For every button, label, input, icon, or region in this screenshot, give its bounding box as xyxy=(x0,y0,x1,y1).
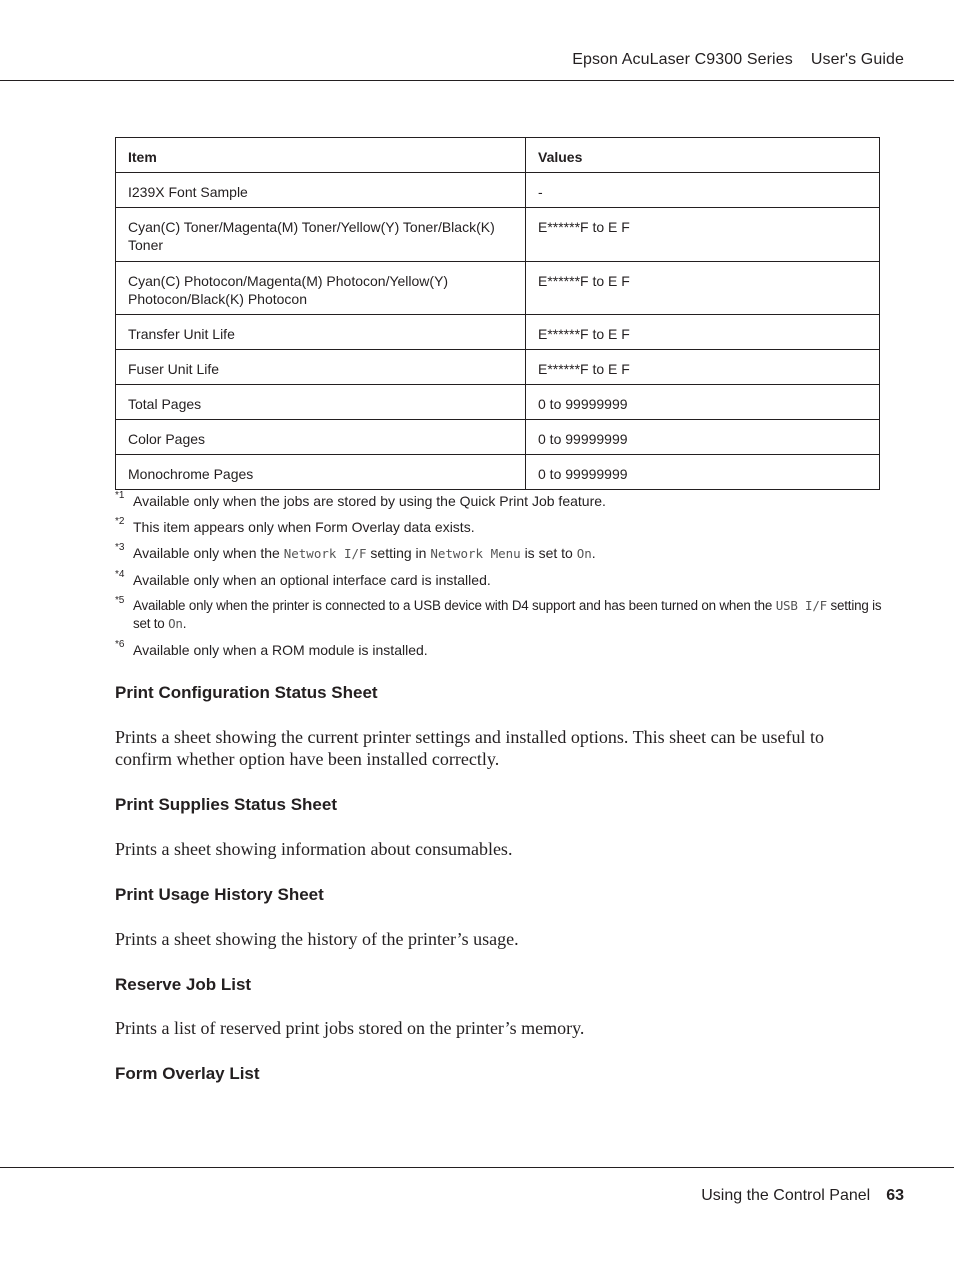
footnote-mark: *1 xyxy=(115,490,125,501)
section-title: Reserve Job List xyxy=(115,975,252,994)
cell-value: E******F to E F xyxy=(526,315,880,350)
footnote-text: This item appears only when Form Overlay data exists. xyxy=(133,519,475,535)
table-row xyxy=(116,350,880,385)
setting-name: USB I/F xyxy=(775,598,827,613)
table-row xyxy=(116,173,880,208)
cell-value: - xyxy=(526,173,880,208)
footnote-text: . xyxy=(591,545,596,561)
table-row xyxy=(116,420,880,455)
cell-item: Monochrome Pages xyxy=(116,455,526,490)
cell-value: E******F to E F xyxy=(526,350,880,385)
footnote-3 xyxy=(115,544,885,563)
header-item: Item xyxy=(116,138,526,173)
table-header-row xyxy=(116,138,880,173)
table-row xyxy=(116,208,880,262)
footnote-text: Available only when the jobs are stored by using the Quick Print Job feature. xyxy=(133,493,606,509)
cell-item: Cyan(C) Toner/Magenta(M) Toner/Yellow(Y) Toner/Black(K) Toner xyxy=(116,208,526,262)
cell-item: Fuser Unit Life xyxy=(116,350,526,385)
section-body: Prints a sheet showing information about consumables. xyxy=(115,839,513,859)
cell-value: E******F to E F xyxy=(526,208,880,262)
setting-name: Network I/F xyxy=(283,546,367,561)
footnote-mark: *6 xyxy=(115,639,125,650)
footnote-mark: *2 xyxy=(115,516,125,527)
footnote-text: Available only when a ROM module is installed. xyxy=(133,642,428,658)
cell-value: E******F to E F xyxy=(526,262,880,315)
cell-value: 0 to 99999999 xyxy=(526,385,880,420)
setting-value: On xyxy=(168,616,183,631)
footer-rule xyxy=(0,1167,954,1168)
footnote-text: Available only when an optional interface card is installed. xyxy=(133,572,491,588)
header-product: Epson AcuLaser C9300 Series xyxy=(572,51,793,68)
setting-value: On xyxy=(576,546,592,561)
header-rule xyxy=(0,80,954,81)
footnote-mark: *5 xyxy=(115,595,125,606)
values-table xyxy=(115,137,880,490)
table-row xyxy=(116,455,880,490)
footnote-text: setting is set to xyxy=(133,598,882,631)
menu-name: Network Menu xyxy=(430,546,521,561)
header-values: Values xyxy=(526,138,880,173)
cell-item: Total Pages xyxy=(116,385,526,420)
footnote-4 xyxy=(115,571,885,589)
section-title: Print Configuration Status Sheet xyxy=(115,683,378,702)
table-row xyxy=(116,315,880,350)
footnote-text: Available only when the xyxy=(133,545,280,561)
page-number: 63 xyxy=(886,1187,904,1204)
footer-chapter: Using the Control Panel xyxy=(701,1187,871,1204)
section-body: Prints a sheet showing the history of the printer’s usage. xyxy=(115,929,519,949)
footnote-mark: *4 xyxy=(115,569,125,580)
footnote-mark: *3 xyxy=(115,542,125,553)
footnote-text: setting in xyxy=(370,545,427,561)
cell-value: 0 to 99999999 xyxy=(526,420,880,455)
footnote-6 xyxy=(115,641,885,659)
table-row xyxy=(116,262,880,315)
footnote-5 xyxy=(115,597,885,633)
footnote-text: . xyxy=(182,616,187,631)
footnote-1 xyxy=(115,492,885,510)
page-header xyxy=(572,51,904,69)
footnotes xyxy=(115,492,885,659)
table-row xyxy=(116,385,880,420)
cell-item: I239X Font Sample xyxy=(116,173,526,208)
cell-item: Cyan(C) Photocon/Magenta(M) Photocon/Yellow(Y) Photocon/Black(K) Photocon xyxy=(116,262,526,315)
section-body: Prints a list of reserved print jobs stored on the printer’s memory. xyxy=(115,1018,585,1038)
header-guide: User's Guide xyxy=(810,51,904,68)
footnote-2 xyxy=(115,518,885,536)
page-footer xyxy=(701,1187,904,1205)
footnote-text: is set to xyxy=(524,545,573,561)
cell-item: Color Pages xyxy=(116,420,526,455)
cell-value: 0 to 99999999 xyxy=(526,455,880,490)
section-title: Print Supplies Status Sheet xyxy=(115,795,337,814)
section-title: Form Overlay List xyxy=(115,1064,260,1083)
section-body: Prints a sheet showing the current printer settings and installed options. This sheet can be useful to confirm whether option have been installed correctly. xyxy=(115,727,825,769)
section-title: Print Usage History Sheet xyxy=(115,885,324,904)
footnote-text: Available only when the printer is connected to a USB device with D4 support and has been turned on when the xyxy=(133,598,773,613)
cell-item: Transfer Unit Life xyxy=(116,315,526,350)
